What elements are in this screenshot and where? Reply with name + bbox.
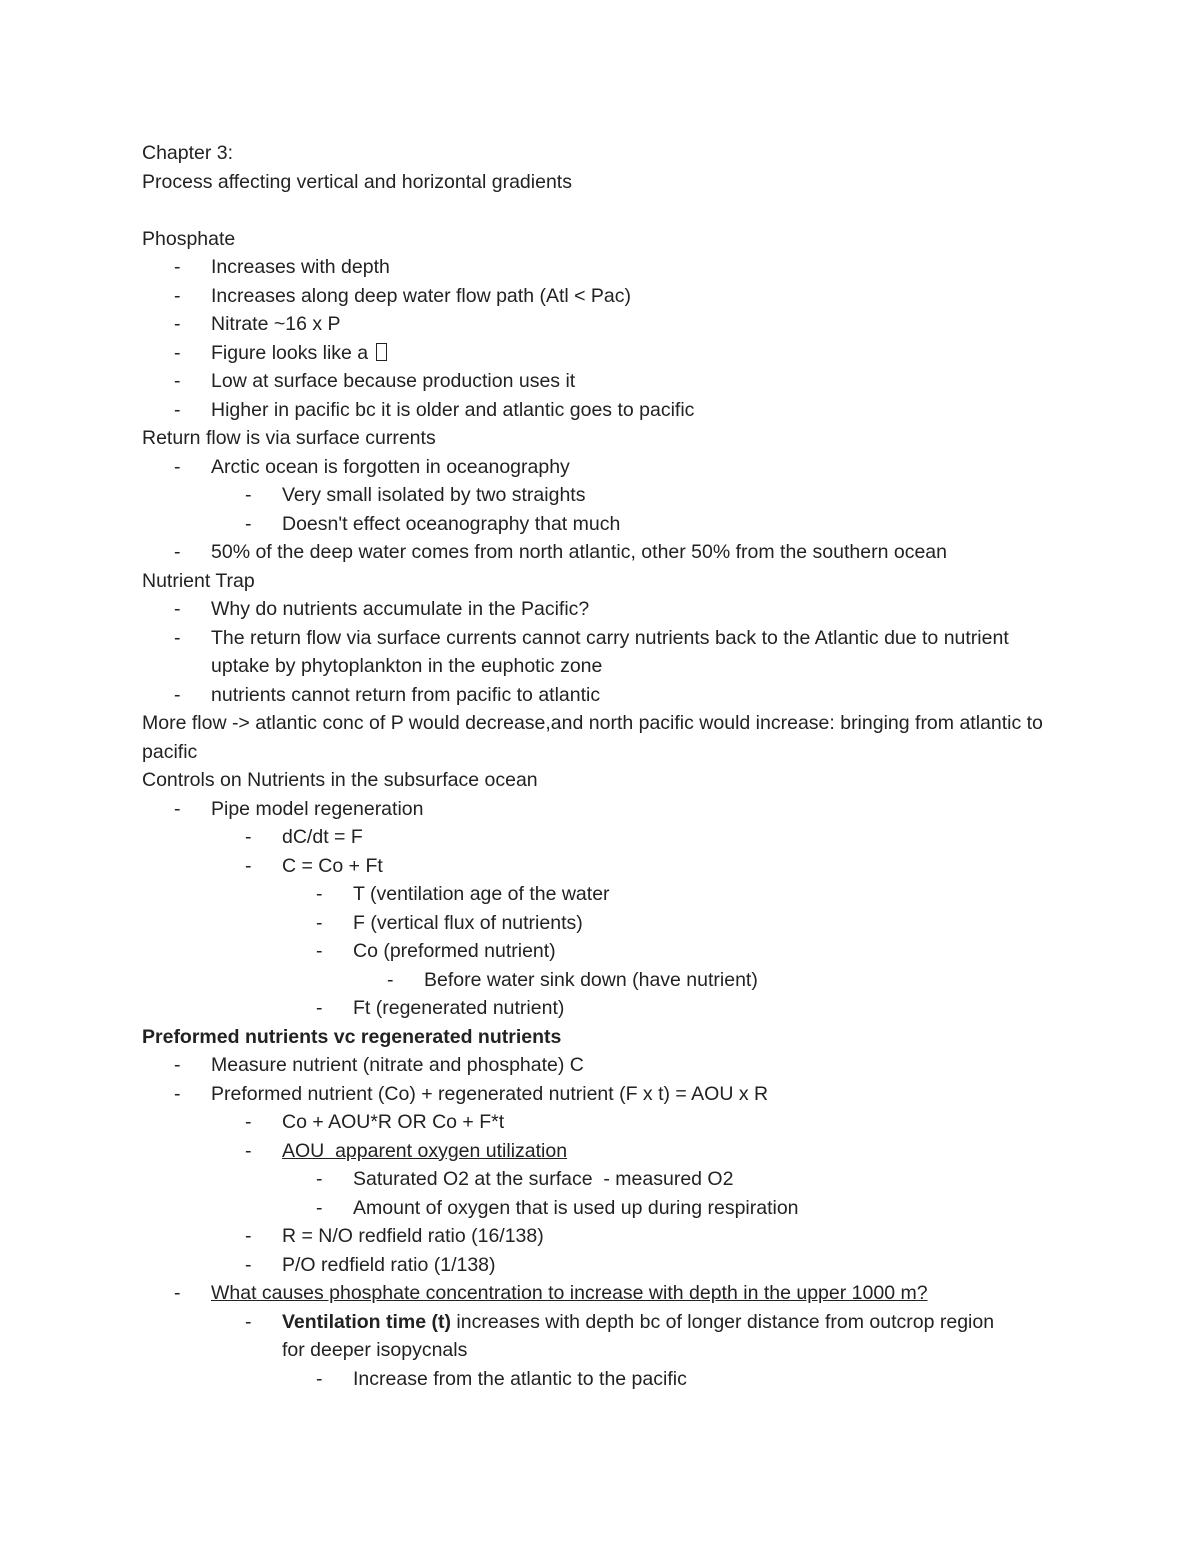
list-item-text: P/O redfield ratio (1/138) [282, 1253, 496, 1276]
list-item-text: Before water sink down (have nutrient) [424, 968, 758, 991]
list-item-text: Pipe model regeneration [211, 797, 424, 820]
list-item-text: Measure nutrient (nitrate and phosphate) C [211, 1054, 584, 1076]
list-dash: - [174, 683, 181, 706]
list-item [142, 396, 1062, 425]
list-item [142, 1194, 1062, 1223]
ventilation-description: increases with depth bc of longer distance from outcrop region for deeper isopycnals [282, 1310, 995, 1361]
list-dash: - [174, 626, 181, 649]
list-item-text: Doesn't effect oceanography that much [282, 512, 621, 535]
list-item [142, 1080, 1062, 1109]
blank-line [142, 196, 1062, 225]
list-item [142, 1165, 1062, 1194]
list-item-text: Increase from the atlantic to the pacific [353, 1367, 687, 1390]
list-item-text: Co (preformed nutrient) [353, 940, 556, 962]
list-dash: - [174, 1054, 181, 1076]
list-dash: - [174, 1082, 181, 1105]
list-dash: - [174, 313, 181, 335]
list-dash: - [316, 1168, 323, 1190]
list-item [142, 253, 1062, 282]
list-item-text: Ft (regenerated nutrient) [353, 997, 565, 1019]
list-dash: - [174, 370, 181, 392]
list-dash: - [245, 1253, 252, 1276]
list-item-text: Increases along deep water flow path (Atl < Pac) [211, 284, 632, 307]
list-dash: - [174, 398, 181, 421]
list-item [142, 453, 1062, 482]
list-dash: - [245, 1310, 252, 1333]
controls-heading: Controls on Nutrients in the subsurface ocean [142, 769, 538, 791]
list-item [142, 1108, 1062, 1137]
preformed-heading: Preformed nutrients vc regenerated nutrients [142, 1025, 562, 1048]
list-item-text [211, 1279, 1062, 1308]
list-item-text: Amount of oxygen that is used up during respiration [353, 1196, 799, 1219]
phosphate-heading: Phosphate [142, 227, 236, 250]
list-dash: - [174, 341, 181, 364]
list-item-text: The return flow via surface currents cannot carry nutrients back to the Atlantic due to nutrient uptake by phytoplankton in the euphotic zone [211, 626, 1009, 677]
list-dash: - [245, 826, 252, 848]
list-item-text: Low at surface because production uses it [211, 370, 576, 392]
equation-text: C = Co + Ft [282, 854, 383, 877]
list-item [142, 481, 1062, 510]
list-dash: - [245, 854, 252, 877]
equation-text: Co + AOU*R OR Co + F*t [282, 1111, 505, 1133]
list-item-text: Saturated O2 at the surface - measured O2 [353, 1168, 734, 1190]
list-item [142, 510, 1062, 539]
list-item-text: Increases with depth [211, 256, 390, 278]
list-dash: - [245, 1111, 252, 1133]
list-dash: - [316, 911, 323, 934]
list-dash: - [245, 1139, 252, 1162]
list-item [142, 880, 1062, 909]
list-dash: - [316, 1196, 323, 1219]
list-dash: - [174, 284, 181, 307]
list-item-text: Figure looks like a [211, 341, 369, 364]
list-dash: - [245, 484, 252, 506]
equation-text: dC/dt = F [282, 826, 363, 848]
list-item [142, 852, 1062, 881]
list-item [142, 1308, 1062, 1365]
list-item [142, 1051, 1062, 1080]
list-item [142, 1137, 1062, 1166]
list-item-text: Very small isolated by two straights [282, 484, 586, 506]
list-dash: - [174, 541, 181, 563]
list-item-text: 50% of the deep water comes from north atlantic, other 50% from the southern ocean [211, 541, 947, 563]
list-dash: - [174, 256, 181, 278]
chapter-subtitle: Process affecting vertical and horizontal gradients [142, 170, 572, 193]
list-item-figure [211, 339, 1062, 368]
list-item [142, 994, 1062, 1023]
list-item [142, 1251, 1062, 1280]
list-dash: - [174, 598, 181, 620]
list-dash: - [316, 1367, 323, 1390]
list-item-text: Higher in pacific bc it is older and atlantic goes to pacific [211, 398, 695, 421]
list-item [142, 339, 1062, 368]
list-item [142, 282, 1062, 311]
list-item [142, 624, 1062, 681]
list-item-text: R = N/O redfield ratio (16/138) [282, 1225, 544, 1247]
list-item [142, 795, 1062, 824]
more-flow-paragraph: More flow -> atlantic conc of P would decrease,and north pacific would increase: bringing from atlantic to pacific [142, 712, 1043, 763]
list-item [142, 367, 1062, 396]
list-item-text: Why do nutrients accumulate in the Pacific? [211, 598, 590, 620]
list-item [142, 1279, 1062, 1308]
list-dash: - [316, 940, 323, 962]
list-dash: - [174, 455, 181, 478]
list-item [142, 595, 1062, 624]
list-dash: - [245, 1225, 252, 1247]
list-item [142, 1222, 1062, 1251]
list-item [142, 310, 1062, 339]
list-dash: - [316, 997, 323, 1019]
aou-definition: AOU apparent oxygen utilization [282, 1139, 568, 1162]
question-text: What causes phosphate concentration to increase with depth in the upper 1000 m? [211, 1282, 928, 1304]
list-item-text: T (ventilation age of the water [353, 883, 610, 905]
list-item-text [282, 1137, 1062, 1166]
list-item [142, 909, 1062, 938]
list-dash: - [387, 968, 394, 991]
chapter-title: Chapter 3: [142, 142, 234, 164]
list-item-text: Preformed nutrient (Co) + regenerated nutrient (F x t) = AOU x R [211, 1082, 769, 1105]
list-item-text: Nitrate ~16 x P [211, 313, 341, 335]
list-item-text: Arctic ocean is forgotten in oceanography [211, 455, 570, 478]
list-item [142, 1365, 1062, 1394]
list-item [142, 681, 1062, 710]
list-dash: - [245, 512, 252, 535]
list-item [142, 538, 1062, 567]
empty-box-icon [376, 343, 387, 361]
list-dash: - [174, 1282, 181, 1304]
list-item-text [282, 1308, 1022, 1365]
list-dash: - [174, 797, 181, 820]
list-item-text: F (vertical flux of nutrients) [353, 911, 583, 934]
nutrient-trap-heading: Nutrient Trap [142, 569, 255, 592]
list-item-text: nutrients cannot return from pacific to atlantic [211, 683, 601, 706]
document-body [142, 139, 1062, 1393]
list-item [142, 966, 1062, 995]
list-item [142, 823, 1062, 852]
return-flow-heading: Return flow is via surface currents [142, 427, 436, 449]
list-item [142, 937, 1062, 966]
ventilation-term: Ventilation time (t) [282, 1310, 452, 1333]
list-dash: - [316, 883, 323, 905]
